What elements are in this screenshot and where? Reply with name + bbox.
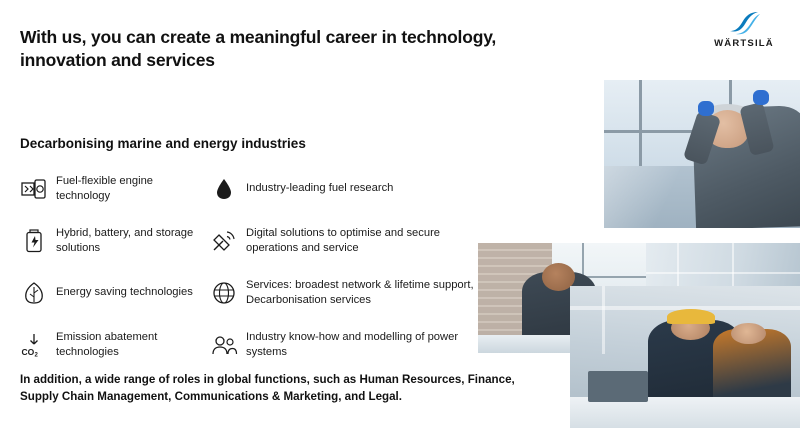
feature-label: Hybrid, battery, and storage solutions	[56, 226, 194, 254]
battery-icon	[20, 227, 48, 255]
feature-item	[20, 166, 210, 212]
feature-label: Industry know-how and modelling of power systems	[246, 330, 459, 358]
brand-logo	[706, 10, 782, 58]
co2-reduction-icon	[20, 331, 48, 359]
feature-label: Emission abatement technologies	[56, 330, 158, 358]
feature-item	[210, 218, 475, 264]
feature-item	[210, 270, 475, 316]
satellite-icon	[210, 227, 238, 255]
photo-lab-technician	[604, 80, 800, 228]
brand-wordmark: WÄRTSILÄ	[714, 38, 774, 49]
feature-item	[20, 270, 210, 316]
fuel-drop-icon	[210, 175, 238, 203]
feature-label: Digital solutions to optimise and secure operations and service	[246, 226, 441, 254]
section-title: Decarbonising marine and energy industries	[20, 136, 306, 151]
page-title: With us, you can create a meaningful career in technology, innovation and services	[20, 27, 497, 71]
people-icon	[210, 331, 238, 359]
feature-item	[210, 166, 475, 212]
globe-icon	[210, 279, 238, 307]
feature-label: Fuel-flexible engine technology	[56, 174, 154, 202]
footer-note: In addition, a wide range of roles in global functions, such as Human Resources, Finance, Supply Chain Management, Communications & Marketing, and Legal.	[20, 373, 515, 404]
leaf-icon	[20, 279, 48, 307]
feature-column-right	[210, 166, 475, 374]
svg-text:2: 2	[34, 352, 38, 357]
photo-abstract-strip	[646, 243, 800, 289]
feature-item	[20, 322, 210, 368]
feature-label: Energy saving technologies	[56, 286, 193, 299]
feature-item	[210, 322, 475, 368]
wartsila-swirl-logo-icon	[727, 10, 761, 36]
feature-label: Services: broadest network & lifetime support, Decarbonisation services	[246, 278, 474, 306]
feature-item	[20, 218, 210, 264]
engine-icon	[20, 175, 48, 203]
photo-factory-workers	[570, 286, 800, 428]
feature-column-left	[20, 166, 210, 374]
svg-text:CO: CO	[21, 347, 35, 357]
feature-label: Industry-leading fuel research	[246, 182, 394, 195]
